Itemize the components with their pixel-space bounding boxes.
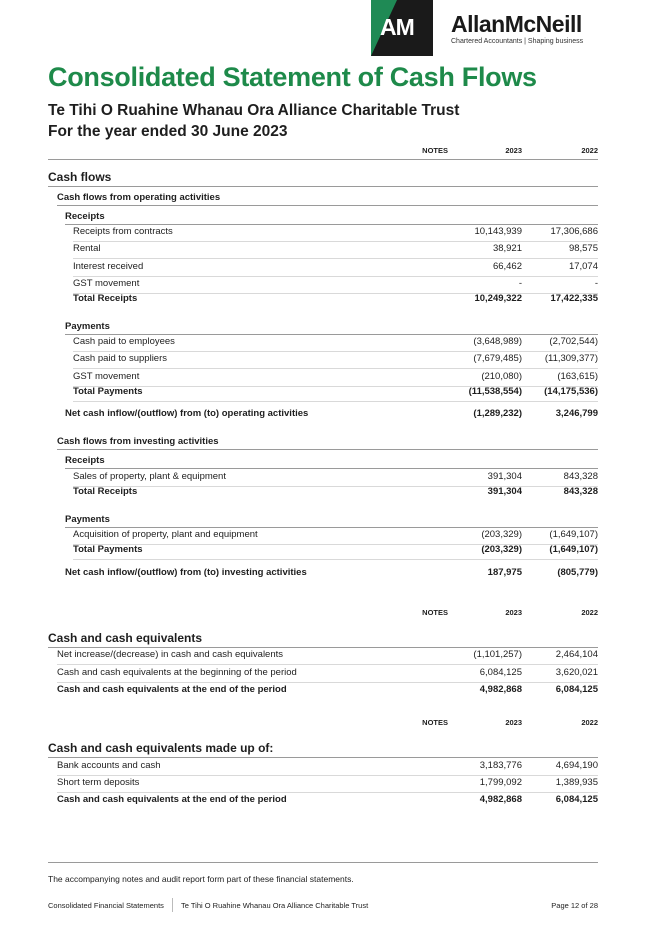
row-label: Net cash inflow/(outflow) from (to) investing activities xyxy=(65,567,307,578)
row-value-2022: 6,084,125 xyxy=(555,794,598,805)
col-2022: 2022 xyxy=(581,718,598,727)
row-label: Interest received xyxy=(73,261,144,272)
col-2022: 2022 xyxy=(581,608,598,617)
row-value-2023: (7,679,485) xyxy=(473,353,522,364)
logo-mark-text: AM xyxy=(380,14,414,40)
footer-separator xyxy=(172,898,173,912)
investing-title: Cash flows from investing activities xyxy=(57,436,598,450)
row-label: Cash and cash equivalents at the beginning of the period xyxy=(57,667,297,678)
column-header xyxy=(48,718,598,730)
table-row xyxy=(73,334,598,352)
table-row xyxy=(57,665,598,683)
footer-doc-title: Consolidated Financial Statements xyxy=(48,901,164,910)
row-value-2023: 4,982,868 xyxy=(479,794,522,805)
row-value-2022: 98,575 xyxy=(568,243,598,254)
total-row xyxy=(73,291,598,308)
row-value-2023: 10,143,939 xyxy=(474,226,522,237)
row-label: Net cash inflow/(outflow) from (to) operating activities xyxy=(65,408,309,419)
row-value-2022: 4,694,190 xyxy=(555,760,598,771)
row-value-2023: 6,084,125 xyxy=(479,667,522,678)
row-label: Short term deposits xyxy=(57,777,140,788)
row-value-2023: (203,329) xyxy=(481,529,522,540)
col-2023: 2023 xyxy=(505,718,522,727)
row-label: Net increase/(decrease) in cash and cash equivalents xyxy=(57,649,284,660)
row-value-2022: 6,084,125 xyxy=(555,684,598,695)
row-value-2023: 4,982,868 xyxy=(479,684,522,695)
row-value-2023: 187,975 xyxy=(487,567,522,578)
net-row xyxy=(65,565,598,582)
row-value-2022: - xyxy=(594,278,598,289)
row-label: Receipts from contracts xyxy=(73,226,173,237)
row-value-2023: (11,538,554) xyxy=(468,386,522,397)
total-row xyxy=(57,682,598,699)
table-row xyxy=(73,351,598,369)
operating-title: Cash flows from operating activities xyxy=(57,192,598,206)
row-label: Cash and cash equivalents at the end of the period xyxy=(57,794,287,805)
row-value-2022: (1,649,107) xyxy=(549,529,598,540)
table-row xyxy=(57,647,598,665)
col-notes: NOTES xyxy=(422,146,448,155)
table-row xyxy=(73,241,598,259)
row-value-2022: 17,422,335 xyxy=(550,293,598,304)
row-value-2022: (805,779) xyxy=(557,567,598,578)
entity-name: Te Tihi O Ruahine Whanau Ora Alliance Charitable Trust xyxy=(48,102,460,119)
col-2022: 2022 xyxy=(581,146,598,155)
section-cash-equivalents: Cash and cash equivalents xyxy=(48,631,598,648)
row-value-2023: 391,304 xyxy=(487,471,522,482)
section-cash-flows: Cash flows xyxy=(48,170,598,187)
row-label: Acquisition of property, plant and equipment xyxy=(73,529,258,540)
row-value-2022: (1,649,107) xyxy=(549,544,598,555)
page-title: Consolidated Statement of Cash Flows xyxy=(48,62,537,92)
investing-receipts-title: Receipts xyxy=(65,455,598,469)
row-value-2022: (163,615) xyxy=(557,371,598,382)
logo-name: AllanMcNeill xyxy=(451,11,582,37)
col-2023: 2023 xyxy=(505,146,522,155)
row-label: Total Receipts xyxy=(73,486,138,497)
operating-payments-title: Payments xyxy=(65,321,598,335)
row-value-2023: (1,101,257) xyxy=(473,649,522,660)
column-header xyxy=(48,146,598,160)
row-label: Cash paid to suppliers xyxy=(73,353,167,364)
row-value-2022: 843,328 xyxy=(563,471,598,482)
col-notes: NOTES xyxy=(422,718,448,727)
row-label: Sales of property, plant & equipment xyxy=(73,471,226,482)
row-label: Bank accounts and cash xyxy=(57,760,161,771)
row-label: Cash and cash equivalents at the end of the period xyxy=(57,684,287,695)
footer-entity: Te Tihi O Ruahine Whanau Ora Alliance Charitable Trust xyxy=(181,901,369,910)
row-value-2022: (11,309,377) xyxy=(544,353,598,364)
table-row xyxy=(73,224,598,242)
row-value-2023: 3,183,776 xyxy=(479,760,522,771)
logo xyxy=(371,0,583,56)
operating-receipts-title: Receipts xyxy=(65,211,598,225)
logo-mark xyxy=(371,0,433,56)
row-value-2023: (3,648,989) xyxy=(473,336,522,347)
col-2023: 2023 xyxy=(505,608,522,617)
row-value-2022: 1,389,935 xyxy=(555,777,598,788)
row-value-2023: 66,462 xyxy=(492,261,522,272)
investing-payments-title: Payments xyxy=(65,514,598,528)
row-value-2023: 391,304 xyxy=(487,486,522,497)
row-label: Total Payments xyxy=(73,544,143,555)
column-header xyxy=(48,608,598,620)
row-value-2023: (203,329) xyxy=(481,544,522,555)
row-value-2022: 3,620,021 xyxy=(555,667,598,678)
col-notes: NOTES xyxy=(422,608,448,617)
table-row xyxy=(57,775,598,793)
period: For the year ended 30 June 2023 xyxy=(48,123,288,140)
net-row xyxy=(65,406,598,423)
table-row xyxy=(57,758,598,776)
total-row xyxy=(57,792,598,809)
footer-divider xyxy=(48,862,598,863)
row-value-2022: 17,074 xyxy=(568,261,598,272)
row-value-2023: - xyxy=(518,278,522,289)
footnote: The accompanying notes and audit report form part of these financial statements. xyxy=(48,874,354,884)
row-value-2022: 843,328 xyxy=(563,486,598,497)
row-label: Total Receipts xyxy=(73,293,138,304)
row-value-2022: 2,464,104 xyxy=(555,649,598,660)
section-made-up-of: Cash and cash equivalents made up of: xyxy=(48,741,598,758)
row-value-2022: 3,246,799 xyxy=(555,408,598,419)
total-row xyxy=(73,484,598,501)
row-label: Cash paid to employees xyxy=(73,336,175,347)
row-value-2023: (210,080) xyxy=(481,371,522,382)
row-value-2023: (1,289,232) xyxy=(473,408,522,419)
logo-tagline: Chartered Accountants | Shaping business xyxy=(451,38,584,45)
row-value-2022: (14,175,536) xyxy=(544,386,598,397)
total-row xyxy=(73,542,598,560)
row-value-2023: 1,799,092 xyxy=(479,777,522,788)
row-label: Rental xyxy=(73,243,101,254)
row-label: Total Payments xyxy=(73,386,143,397)
row-label: GST movement xyxy=(73,278,140,289)
row-value-2023: 38,921 xyxy=(492,243,522,254)
row-value-2022: (2,702,544) xyxy=(549,336,598,347)
row-value-2023: 10,249,322 xyxy=(474,293,522,304)
total-row xyxy=(73,384,598,402)
row-label: GST movement xyxy=(73,371,140,382)
page-number: Page 12 of 28 xyxy=(551,901,598,910)
table-row xyxy=(73,259,598,277)
row-value-2022: 17,306,686 xyxy=(550,226,598,237)
